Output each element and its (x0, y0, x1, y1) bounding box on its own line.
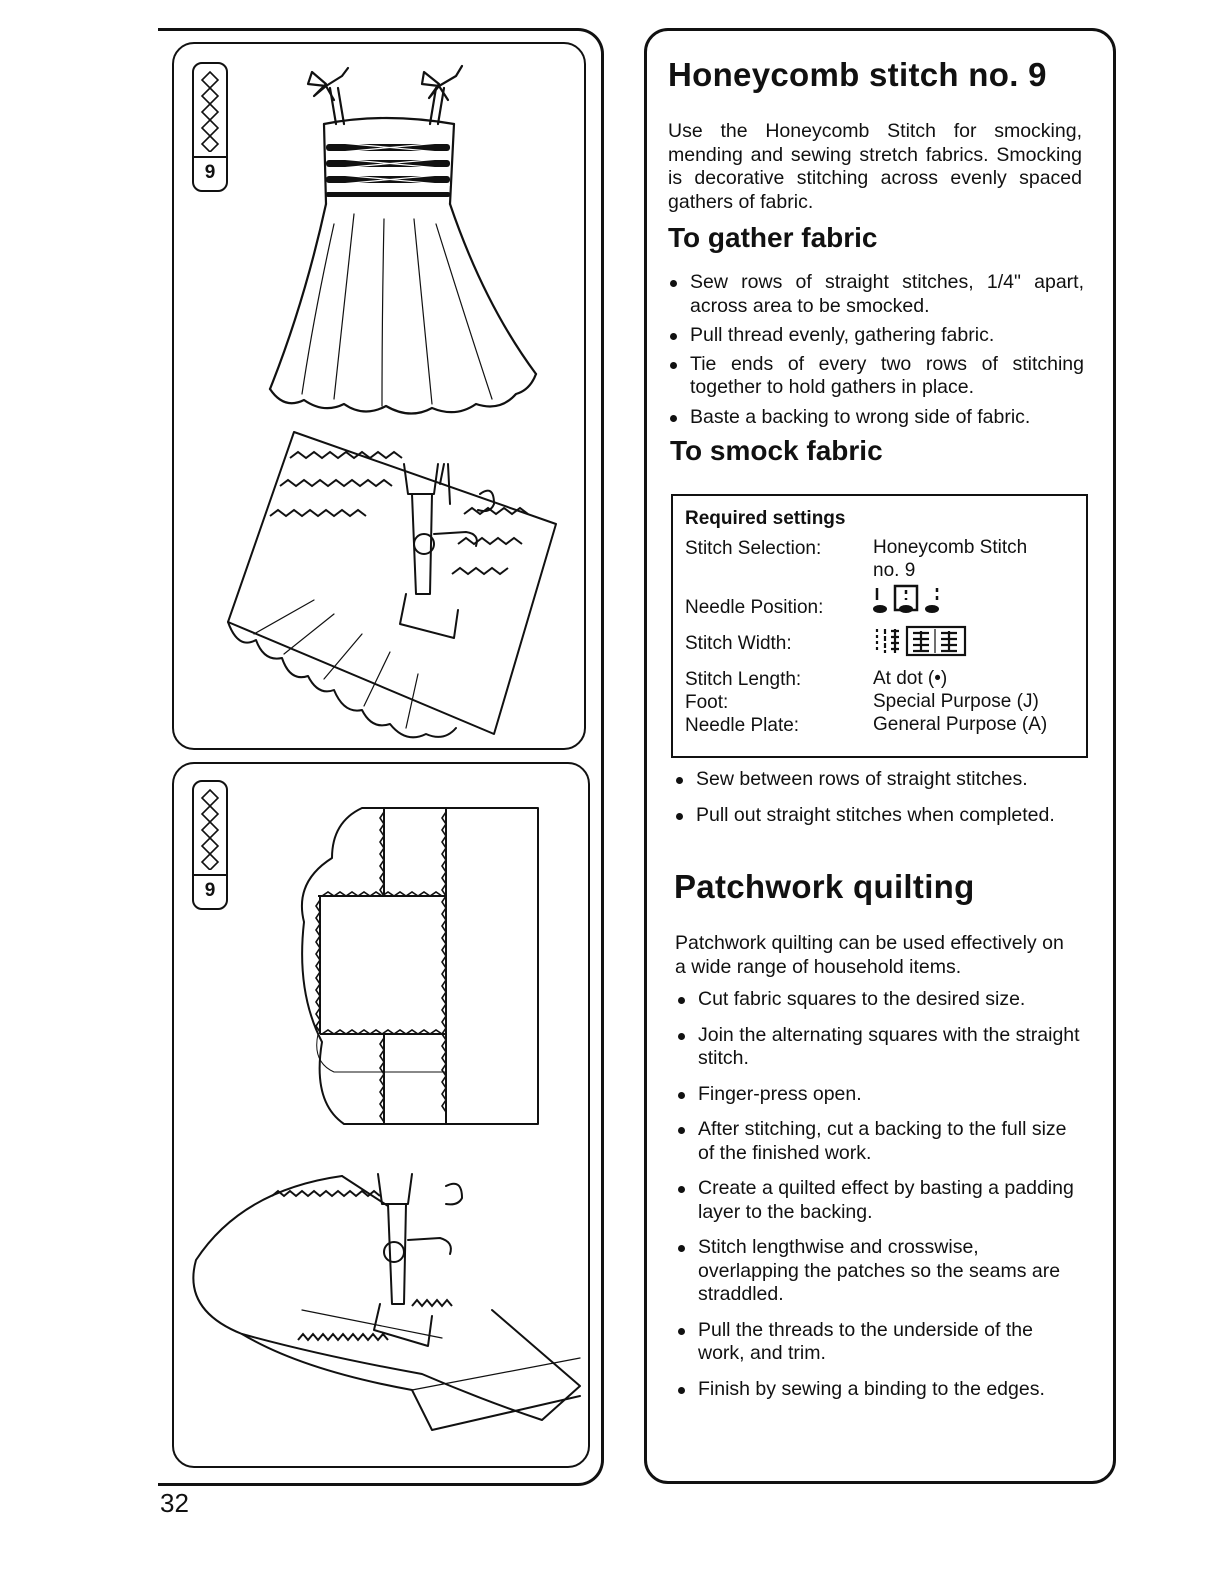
patchwork-intro: Patchwork quilting can be used effectively on a wide range of household items. (675, 932, 1064, 978)
list-item: Cut fabric squares to the desired size. (676, 988, 1080, 1012)
patchwork-panel (172, 762, 590, 1468)
gather-heading: To gather fabric (668, 222, 878, 253)
list-item: Finish by sewing a binding to the edges. (676, 1378, 1080, 1402)
honeycomb-intro: Use the Honeycomb Stitch for smocking, mending and sewing stretch fabrics. Smocking is decorative stitching across evenly spaced gathers of fabric. (668, 120, 1082, 213)
patchwork-quilt-illustration (292, 802, 542, 1132)
needle-plate-value: General Purpose (A) (873, 714, 1048, 735)
list-item: Pull the threads to the underside of the work, and trim. (676, 1319, 1080, 1366)
list-item: Sew rows of straight stitches, 1/4" apart, across area to be smocked. (668, 271, 1084, 318)
list-item: Stitch lengthwise and crosswise, overlapping the patches so the seams are straddled. (676, 1236, 1080, 1307)
needle-plate-label: Needle Plate: (685, 715, 800, 736)
list-item: Join the alternating squares with the straight stitch. (676, 1024, 1080, 1071)
smocked-dress-illustration (264, 54, 554, 424)
patchwork-steps-list (676, 988, 1080, 1401)
list-item: After stitching, cut a backing to the full size of the finished work. (676, 1118, 1080, 1165)
settings-title: Required settings (685, 508, 846, 529)
list-item: Tie ends of every two rows of stitching together to hold gathers in place. (668, 353, 1084, 400)
smocking-panel (172, 42, 586, 750)
stitch-length-value: At dot (•) (873, 668, 948, 689)
list-item: Baste a backing to wrong side of fabric. (668, 406, 1084, 430)
list-item: Create a quilted effect by basting a padding layer to the backing. (676, 1177, 1080, 1224)
honeycomb-stitch-icon (200, 70, 220, 152)
stitch-selection-value: Honeycomb Stitch no. 9 (873, 537, 1028, 581)
stitch-badge-bottom (192, 780, 228, 910)
stitch-width-icon (873, 625, 971, 657)
gather-steps-list (668, 271, 1084, 429)
stitch-number: 9 (194, 874, 226, 902)
foot-label: Foot: (685, 692, 729, 713)
stitch-length-label: Stitch Length: (685, 669, 802, 690)
stitch-width-label: Stitch Width: (685, 633, 792, 654)
page-number: 32 (160, 1488, 189, 1518)
patchwork-sewing-illustration (182, 1160, 582, 1450)
list-item: Sew between rows of straight stitches. (674, 768, 1090, 792)
patchwork-title: Patchwork quilting (674, 868, 975, 905)
smock-steps-list (674, 768, 1090, 827)
stitch-number: 9 (194, 156, 226, 184)
honeycomb-title: Honeycomb stitch no. 9 (668, 56, 1047, 93)
smocking-sewing-illustration (194, 424, 584, 744)
honeycomb-stitch-icon (200, 788, 220, 870)
required-settings-box (671, 494, 1088, 758)
foot-value: Special Purpose (J) (873, 691, 1039, 712)
list-item: Finger-press open. (676, 1083, 1080, 1107)
list-item: Pull out straight stitches when completed. (674, 804, 1090, 828)
smock-heading: To smock fabric (670, 435, 883, 466)
list-item: Pull thread evenly, gathering fabric. (668, 324, 1084, 348)
stitch-selection-label: Stitch Selection: (685, 538, 822, 559)
needle-position-label: Needle Position: (685, 597, 824, 618)
needle-position-icon (871, 584, 947, 616)
stitch-badge-top (192, 62, 228, 192)
